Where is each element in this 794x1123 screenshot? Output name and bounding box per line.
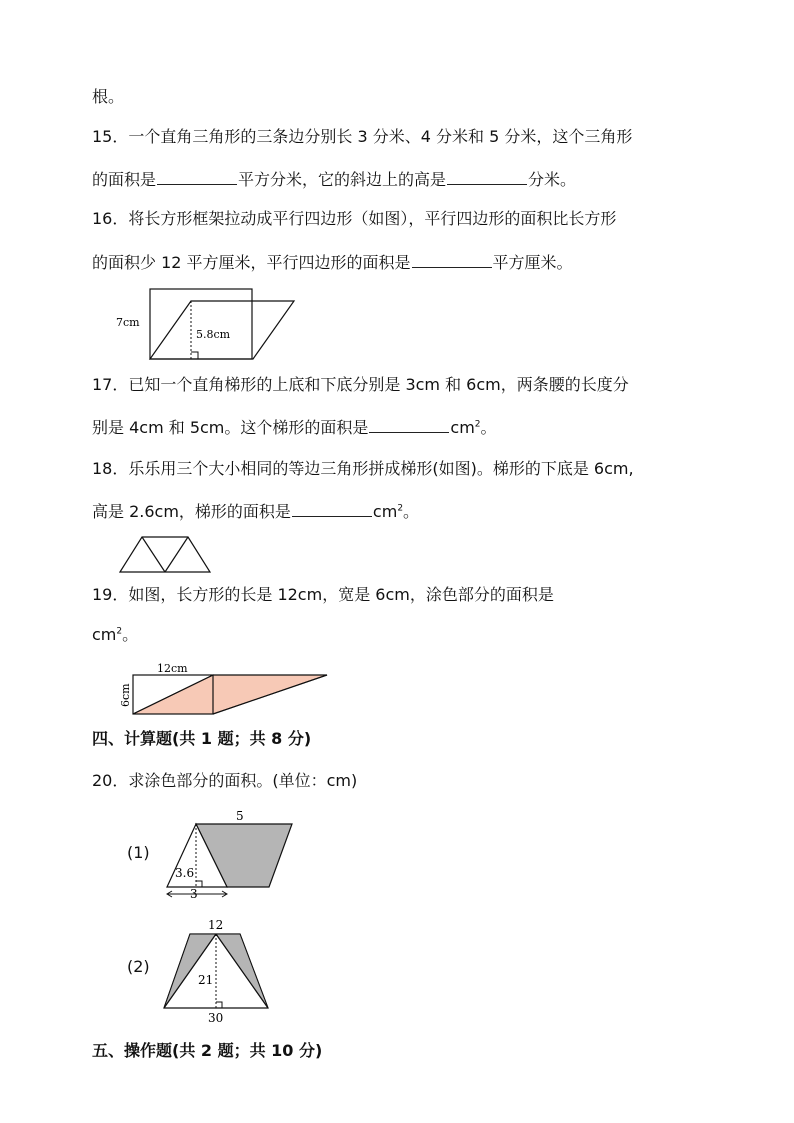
q15-line-2	[92, 168, 576, 191]
q15-blank-1[interactable]	[157, 168, 237, 185]
q17-line-1: 17．已知一个直角梯形的上底和下底分别是 3cm 和 6cm，两条腰的长度分	[92, 375, 629, 394]
q18-text: 高是 2.6cm，梯形的面积是	[92, 502, 291, 521]
label-base: 3	[190, 887, 198, 901]
label-height: 21	[198, 973, 214, 987]
q18-sup: 2	[397, 503, 404, 514]
q20-line: 20．求涂色部分的面积。(单位：cm)	[92, 771, 358, 790]
label-top: 12	[208, 918, 224, 932]
q16-line-1: 16．将长方形框架拉动成平行四边形（如图），平行四边形的面积比长方形	[92, 209, 617, 228]
q19-unit: cm	[92, 625, 117, 644]
rectangle-frame	[150, 289, 252, 359]
q18-line-2	[92, 500, 419, 523]
right-angle-mark	[191, 352, 198, 359]
figure-q16	[110, 285, 310, 365]
fig20-2-number: (2)	[127, 957, 150, 976]
figure-q20-2	[160, 914, 280, 1024]
q15-text: 分米。	[528, 170, 577, 189]
q18-end: 。	[403, 502, 420, 521]
q18-blank[interactable]	[292, 500, 372, 517]
section-5-heading: 五、操作题(共 2 题；共 10 分)	[92, 1041, 323, 1060]
q15-line-1: 15．一个直角三角形的三条边分别长 3 分米、4 分米和 5 分米，这个三角形	[92, 127, 633, 146]
q17-blank[interactable]	[369, 416, 449, 433]
q19-line-2	[92, 624, 138, 646]
text-line-0: 根。	[92, 87, 125, 106]
label-5-8cm: 5.8cm	[196, 328, 231, 341]
figure-q19	[115, 660, 335, 720]
q17-unit: cm	[450, 418, 475, 437]
q15-text: 的面积是	[92, 170, 157, 189]
q17-sup: 2	[474, 419, 481, 430]
triangle-edge-1	[142, 537, 165, 572]
label-base: 30	[208, 1011, 224, 1025]
triangle-edge-2	[165, 537, 188, 572]
q15-text: 平方分米，它的斜边上的高是	[238, 170, 447, 189]
q16-text: 的面积少 12 平方厘米，平行四边形的面积是	[92, 253, 411, 272]
q18-unit: cm	[372, 502, 398, 521]
q19-sup: 2	[116, 626, 123, 637]
q17-line-2	[92, 416, 497, 439]
q15-blank-2[interactable]	[447, 168, 527, 185]
section-4-heading: 四、计算题(共 1 题；共 8 分)	[92, 729, 312, 748]
trapezoid-outline	[120, 537, 210, 572]
q16-line-2	[92, 251, 573, 274]
q17-end: 。	[480, 418, 497, 437]
label-7cm: 7cm	[116, 316, 140, 329]
label-top: 5	[236, 809, 244, 823]
q17-text: 别是 4cm 和 5cm。这个梯形的面积是	[92, 418, 369, 437]
q16-text: 平方厘米。	[492, 253, 573, 272]
figure-q20-1	[160, 804, 300, 899]
label-12cm: 12cm	[157, 662, 188, 675]
q18-line-1: 18．乐乐用三个大小相同的等边三角形拼成梯形(如图)。梯形的下底是 6cm,	[92, 459, 634, 478]
figure-q18	[118, 535, 218, 575]
q19-line-1: 19．如图，长方形的长是 12cm，宽是 6cm，涂色部分的面积是	[92, 585, 554, 604]
label-height: 3.6	[175, 866, 195, 880]
q16-blank[interactable]	[412, 251, 492, 268]
label-6cm: 6cm	[119, 683, 132, 707]
fig20-1-number: (1)	[127, 843, 150, 862]
q19-end: 。	[122, 625, 139, 644]
